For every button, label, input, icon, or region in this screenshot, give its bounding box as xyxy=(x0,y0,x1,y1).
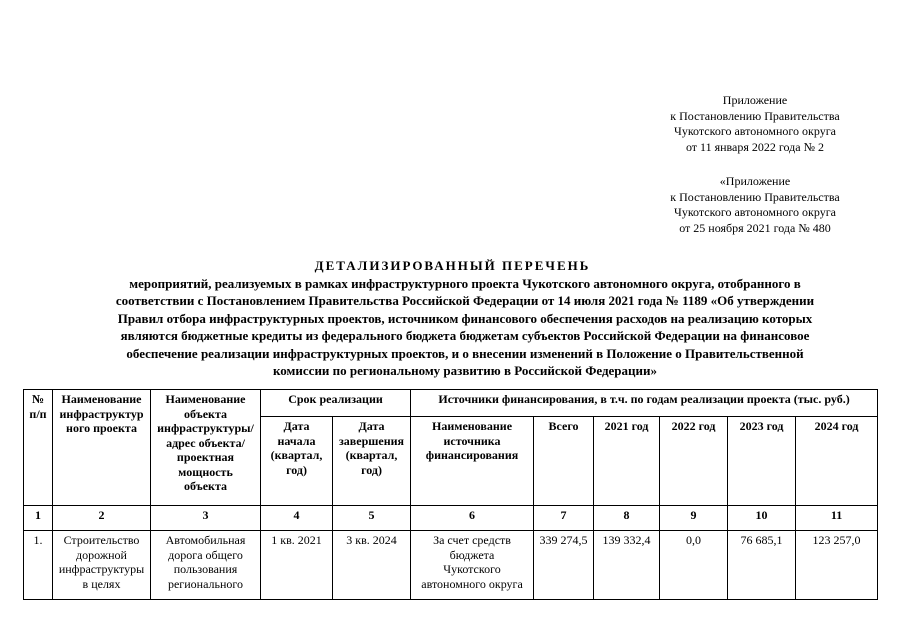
header-end-date: Дата завершения (квартал, год) xyxy=(333,417,411,506)
document-title: ДЕТАЛИЗИРОВАННЫЙ ПЕРЕЧЕНЬ xyxy=(314,258,591,273)
row-project: Строительство дорожной инфраструктуры в целях xyxy=(53,531,151,600)
appendix-line: Чукотского автономного округа xyxy=(674,205,836,219)
header-2021: 2021 год xyxy=(594,417,660,506)
header-source-name: Наименование источника финансирования xyxy=(411,417,534,506)
subtitle-line: являются бюджетные кредиты из федерального бюджета бюджетам субъектов Российской Федерации на финансовое xyxy=(120,328,810,344)
header-2023: 2023 год xyxy=(728,417,796,506)
row-num: 1. xyxy=(24,531,53,600)
header-2024: 2024 год xyxy=(796,417,878,506)
column-number: 10 xyxy=(728,506,796,531)
appendix-line: Приложение xyxy=(722,93,788,107)
header-object-name: Наименование объекта инфраструктуры/ адрес объекта/ проектная мощность объекта xyxy=(151,390,261,506)
appendix-line: Чукотского автономного округа xyxy=(674,124,836,138)
document-subtitle xyxy=(40,275,890,379)
column-number: 2 xyxy=(53,506,151,531)
row-2023: 76 685,1 xyxy=(728,531,796,600)
appendix-line: от 11 января 2022 года № 2 xyxy=(685,139,825,154)
header-start-date: Дата начала (квартал, год) xyxy=(261,417,333,506)
table-row xyxy=(24,531,878,600)
row-end: 3 кв. 2024 xyxy=(333,531,411,600)
row-start: 1 кв. 2021 xyxy=(261,531,333,600)
header-num: № п/п xyxy=(24,390,53,506)
row-source: За счет средств бюджета Чукотского автономного округа xyxy=(411,531,534,600)
subtitle-line: соответствии с Постановлением Правительства Российской Федерации от 14 июля 2021 года № 1189 «Об утверждении xyxy=(115,293,815,309)
column-number: 3 xyxy=(151,506,261,531)
row-2022: 0,0 xyxy=(660,531,728,600)
appendix-line: от 25 ноября 2021 года № 480 xyxy=(679,220,831,235)
column-number: 11 xyxy=(796,506,878,531)
column-numbers-row xyxy=(24,506,878,531)
column-number: 4 xyxy=(261,506,333,531)
row-2021: 139 332,4 xyxy=(594,531,660,600)
header-funding-group: Источники финансирования, в т.ч. по годам реализации проекта (тыс. руб.) xyxy=(411,390,878,417)
appendix-line: к Постановлению Правительства xyxy=(670,108,840,123)
row-total: 339 274,5 xyxy=(534,531,594,600)
appendix-line: к Постановлению Правительства xyxy=(670,189,840,204)
column-number: 5 xyxy=(333,506,411,531)
header-total: Всего xyxy=(534,417,594,506)
column-number: 6 xyxy=(411,506,534,531)
column-number: 8 xyxy=(594,506,660,531)
row-2024: 123 257,0 xyxy=(796,531,878,600)
subtitle-line: Правил отбора инфраструктурных проектов, источником финансового обеспечения расходов на реализацию которых xyxy=(117,310,813,326)
projects-table xyxy=(23,389,878,600)
header-2022: 2022 год xyxy=(660,417,728,506)
row-object: Автомобильная дорога общего пользования регионального xyxy=(151,531,261,600)
column-number: 7 xyxy=(534,506,594,531)
header-project-name: Наименование инфраструктур ного проекта xyxy=(53,390,151,506)
header-period-group: Срок реализации xyxy=(261,390,411,417)
appendix-line: «Приложение xyxy=(719,174,791,188)
subtitle-line: обеспечение реализации инфраструктурных проектов, и о внесении изменений в Положение о Правительственной xyxy=(126,345,804,361)
subtitle-line: мероприятий, реализуемых в рамках инфраструктурного проекта Чукотского автономного округа, отобранного в xyxy=(129,276,801,291)
appendix-note xyxy=(650,93,860,236)
column-number: 9 xyxy=(660,506,728,531)
subtitle-line: комиссии по региональному развитию в Российской Федерации» xyxy=(272,363,657,379)
column-number: 1 xyxy=(24,506,53,531)
